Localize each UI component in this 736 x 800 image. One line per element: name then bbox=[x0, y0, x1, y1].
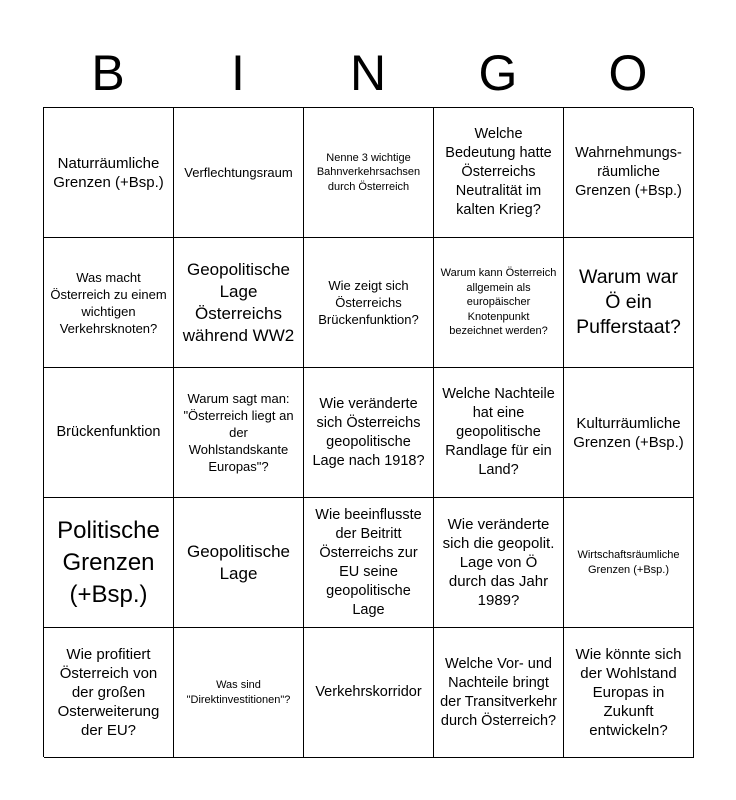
header-letter-i: I bbox=[231, 45, 245, 101]
bingo-cell[interactable]: Warum sagt man: "Österreich liegt an der Wohlstandskante Europas"? bbox=[174, 368, 304, 498]
header-letter-b: B bbox=[91, 45, 125, 101]
bingo-cell[interactable]: Wie könnte sich der Wohlstand Europas in Zukunft entwickeln? bbox=[564, 628, 694, 758]
bingo-cell[interactable]: Wie veränderte sich Österreichs geopolitische Lage nach 1918? bbox=[304, 368, 434, 498]
bingo-grid bbox=[43, 107, 693, 757]
bingo-cell[interactable]: Geopolitische Lage Österreichs während WW2 bbox=[174, 238, 304, 368]
bingo-cell[interactable]: Politische Grenzen (+Bsp.) bbox=[44, 498, 174, 628]
bingo-cell[interactable]: Wie zeigt sich Österreichs Brückenfunktion? bbox=[304, 238, 434, 368]
bingo-cell[interactable]: Wie profitiert Österreich von der großen Osterweiterung der EU? bbox=[44, 628, 174, 758]
bingo-cell[interactable]: Welche Nachteile hat eine geopolitische Randlage für ein Land? bbox=[434, 368, 564, 498]
header-letter-o: O bbox=[608, 45, 648, 101]
bingo-cell[interactable]: Brückenfunktion bbox=[44, 368, 174, 498]
bingo-cell[interactable]: Kulturräumliche Grenzen (+Bsp.) bbox=[564, 368, 694, 498]
bingo-header bbox=[43, 38, 693, 108]
bingo-cell[interactable]: Warum war Ö ein Pufferstaat? bbox=[564, 238, 694, 368]
bingo-cell[interactable]: Welche Bedeutung hatte Österreichs Neutralität im kalten Krieg? bbox=[434, 108, 564, 238]
bingo-cell[interactable]: Geopolitische Lage bbox=[174, 498, 304, 628]
bingo-cell[interactable]: Naturräumliche Grenzen (+Bsp.) bbox=[44, 108, 174, 238]
bingo-cell[interactable]: Warum kann Österreich allgemein als europäischer Knotenpunkt bezeichnet werden? bbox=[434, 238, 564, 368]
bingo-cell[interactable]: Nenne 3 wichtige Bahnverkehrsachsen durch Österreich bbox=[304, 108, 434, 238]
bingo-cell[interactable]: Verkehrskorridor bbox=[304, 628, 434, 758]
header-letter-n: N bbox=[349, 45, 387, 101]
header-letter-g: G bbox=[478, 45, 518, 101]
bingo-cell[interactable]: Wie veränderte sich die geopolit. Lage von Ö durch das Jahr 1989? bbox=[434, 498, 564, 628]
bingo-cell[interactable]: Wahrnehmungs-räumliche Grenzen (+Bsp.) bbox=[564, 108, 694, 238]
bingo-cell[interactable]: Was macht Österreich zu einem wichtigen Verkehrsknoten? bbox=[44, 238, 174, 368]
bingo-cell[interactable]: Wie beeinflusste der Beitritt Österreichs zur EU seine geopolitische Lage bbox=[304, 498, 434, 628]
bingo-cell[interactable]: Verflechtungsraum bbox=[174, 108, 304, 238]
bingo-cell[interactable]: Wirtschaftsräumliche Grenzen (+Bsp.) bbox=[564, 498, 694, 628]
bingo-cell[interactable]: Welche Vor- und Nachteile bringt der Transitverkehr durch Österreich? bbox=[434, 628, 564, 758]
bingo-cell[interactable]: Was sind "Direktinvestitionen"? bbox=[174, 628, 304, 758]
